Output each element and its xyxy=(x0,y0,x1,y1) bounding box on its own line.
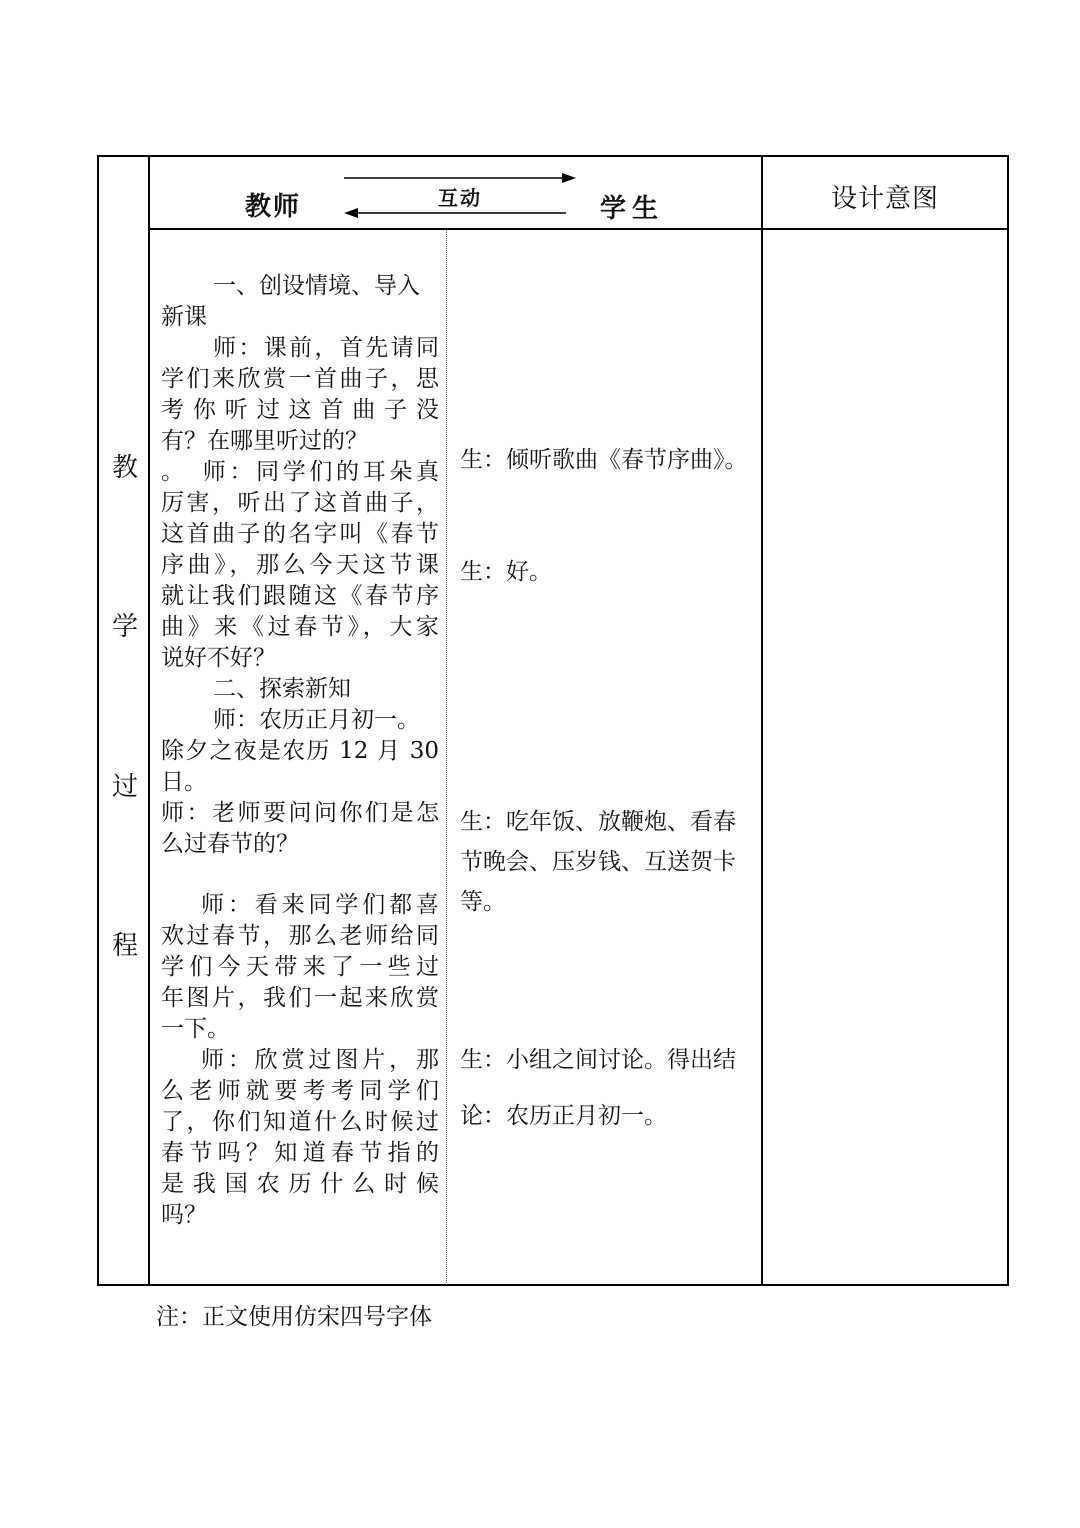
teacher-line: 除夕之夜是农历 12 月 30 xyxy=(161,738,439,764)
teacher-line: 学们今天带来了一些过 xyxy=(161,954,439,980)
teacher-line: 说好不好？ xyxy=(161,645,276,671)
teacher-line: 师：农历正月初一。 xyxy=(213,707,420,733)
side-label-char: 过 xyxy=(111,772,138,802)
teacher-line: 。 师：同学们的耳朵真 xyxy=(161,459,439,485)
table-divider-design xyxy=(761,155,763,1286)
teacher-line: 考你听过这首曲子没 xyxy=(161,397,439,423)
footnote: 注：正文使用仿宋四号字体 xyxy=(156,1304,432,1330)
teacher-line: 欢过春节，那么老师给同 xyxy=(161,923,439,949)
teacher-line: 春节吗？知道春节指的 xyxy=(161,1140,439,1166)
side-label-char: 学 xyxy=(111,612,138,642)
table-divider-dotted xyxy=(446,230,447,1285)
teacher-line: 这首曲子的名字叫《春节 xyxy=(161,521,439,547)
teacher-line: 二、探索新知 xyxy=(213,676,351,702)
teacher-line: 吗？ xyxy=(161,1202,207,1228)
student-line: 等。 xyxy=(460,889,506,915)
student-line: 生：吃年饭、放鞭炮、看春 xyxy=(460,809,736,835)
teacher-line: 了，你们知道什么时候过 xyxy=(161,1109,439,1135)
student-line: 节晚会、压岁钱、互送贺卡 xyxy=(460,849,736,875)
student-line: 论：农历正月初一。 xyxy=(460,1103,667,1129)
teacher-line: 么老师就要考考同学们 xyxy=(161,1078,439,1104)
table-divider-side xyxy=(148,155,150,1286)
teacher-line: 么过春节的？ xyxy=(161,831,299,857)
teacher-line: 曲》来《过春节》，大家 xyxy=(161,614,439,640)
teacher-line: 学们来欣赏一首曲子，思 xyxy=(161,366,439,392)
teacher-line: 序曲》，那么今天这节课 xyxy=(161,552,439,578)
arrow-left-icon xyxy=(342,205,568,221)
teacher-line: 一下。 xyxy=(161,1016,230,1042)
side-label-char: 教 xyxy=(111,453,138,483)
teacher-line: 年图片，我们一起来欣赏 xyxy=(161,985,439,1011)
teacher-line: 就让我们跟随这《春节序 xyxy=(161,583,439,609)
teacher-line: 厉害，听出了这首曲子， xyxy=(161,490,439,516)
student-line: 生：小组之间讨论。得出结 xyxy=(460,1047,736,1073)
header-teacher: 教师 xyxy=(245,192,302,222)
teacher-line: 师：老师要问问你们是怎 xyxy=(161,800,439,826)
teacher-line: 师：欣赏过图片，那 xyxy=(201,1047,439,1073)
teacher-line: 是我国农历什么时候 xyxy=(161,1171,439,1197)
student-line: 生：倾听歌曲《春节序曲》。 xyxy=(460,447,748,473)
table-header-rule xyxy=(148,228,1009,230)
teacher-line: 日。 xyxy=(161,769,207,795)
teacher-line: 有？在哪里听过的？ xyxy=(161,428,368,454)
teacher-line: 一、创设情境、导入 xyxy=(213,273,420,299)
teacher-line: 师：看来同学们都喜 xyxy=(201,892,439,918)
header-design-intent: 设计意图 xyxy=(830,184,939,214)
side-label-char: 程 xyxy=(111,931,138,961)
student-line: 生：好。 xyxy=(460,559,552,585)
teacher-line: 新课 xyxy=(161,304,207,330)
arrow-right-icon xyxy=(342,170,578,186)
header-interaction: 互动 xyxy=(438,186,482,210)
header-student: 学生 xyxy=(600,194,665,224)
teacher-line: 师：课前，首先请同 xyxy=(213,335,439,361)
